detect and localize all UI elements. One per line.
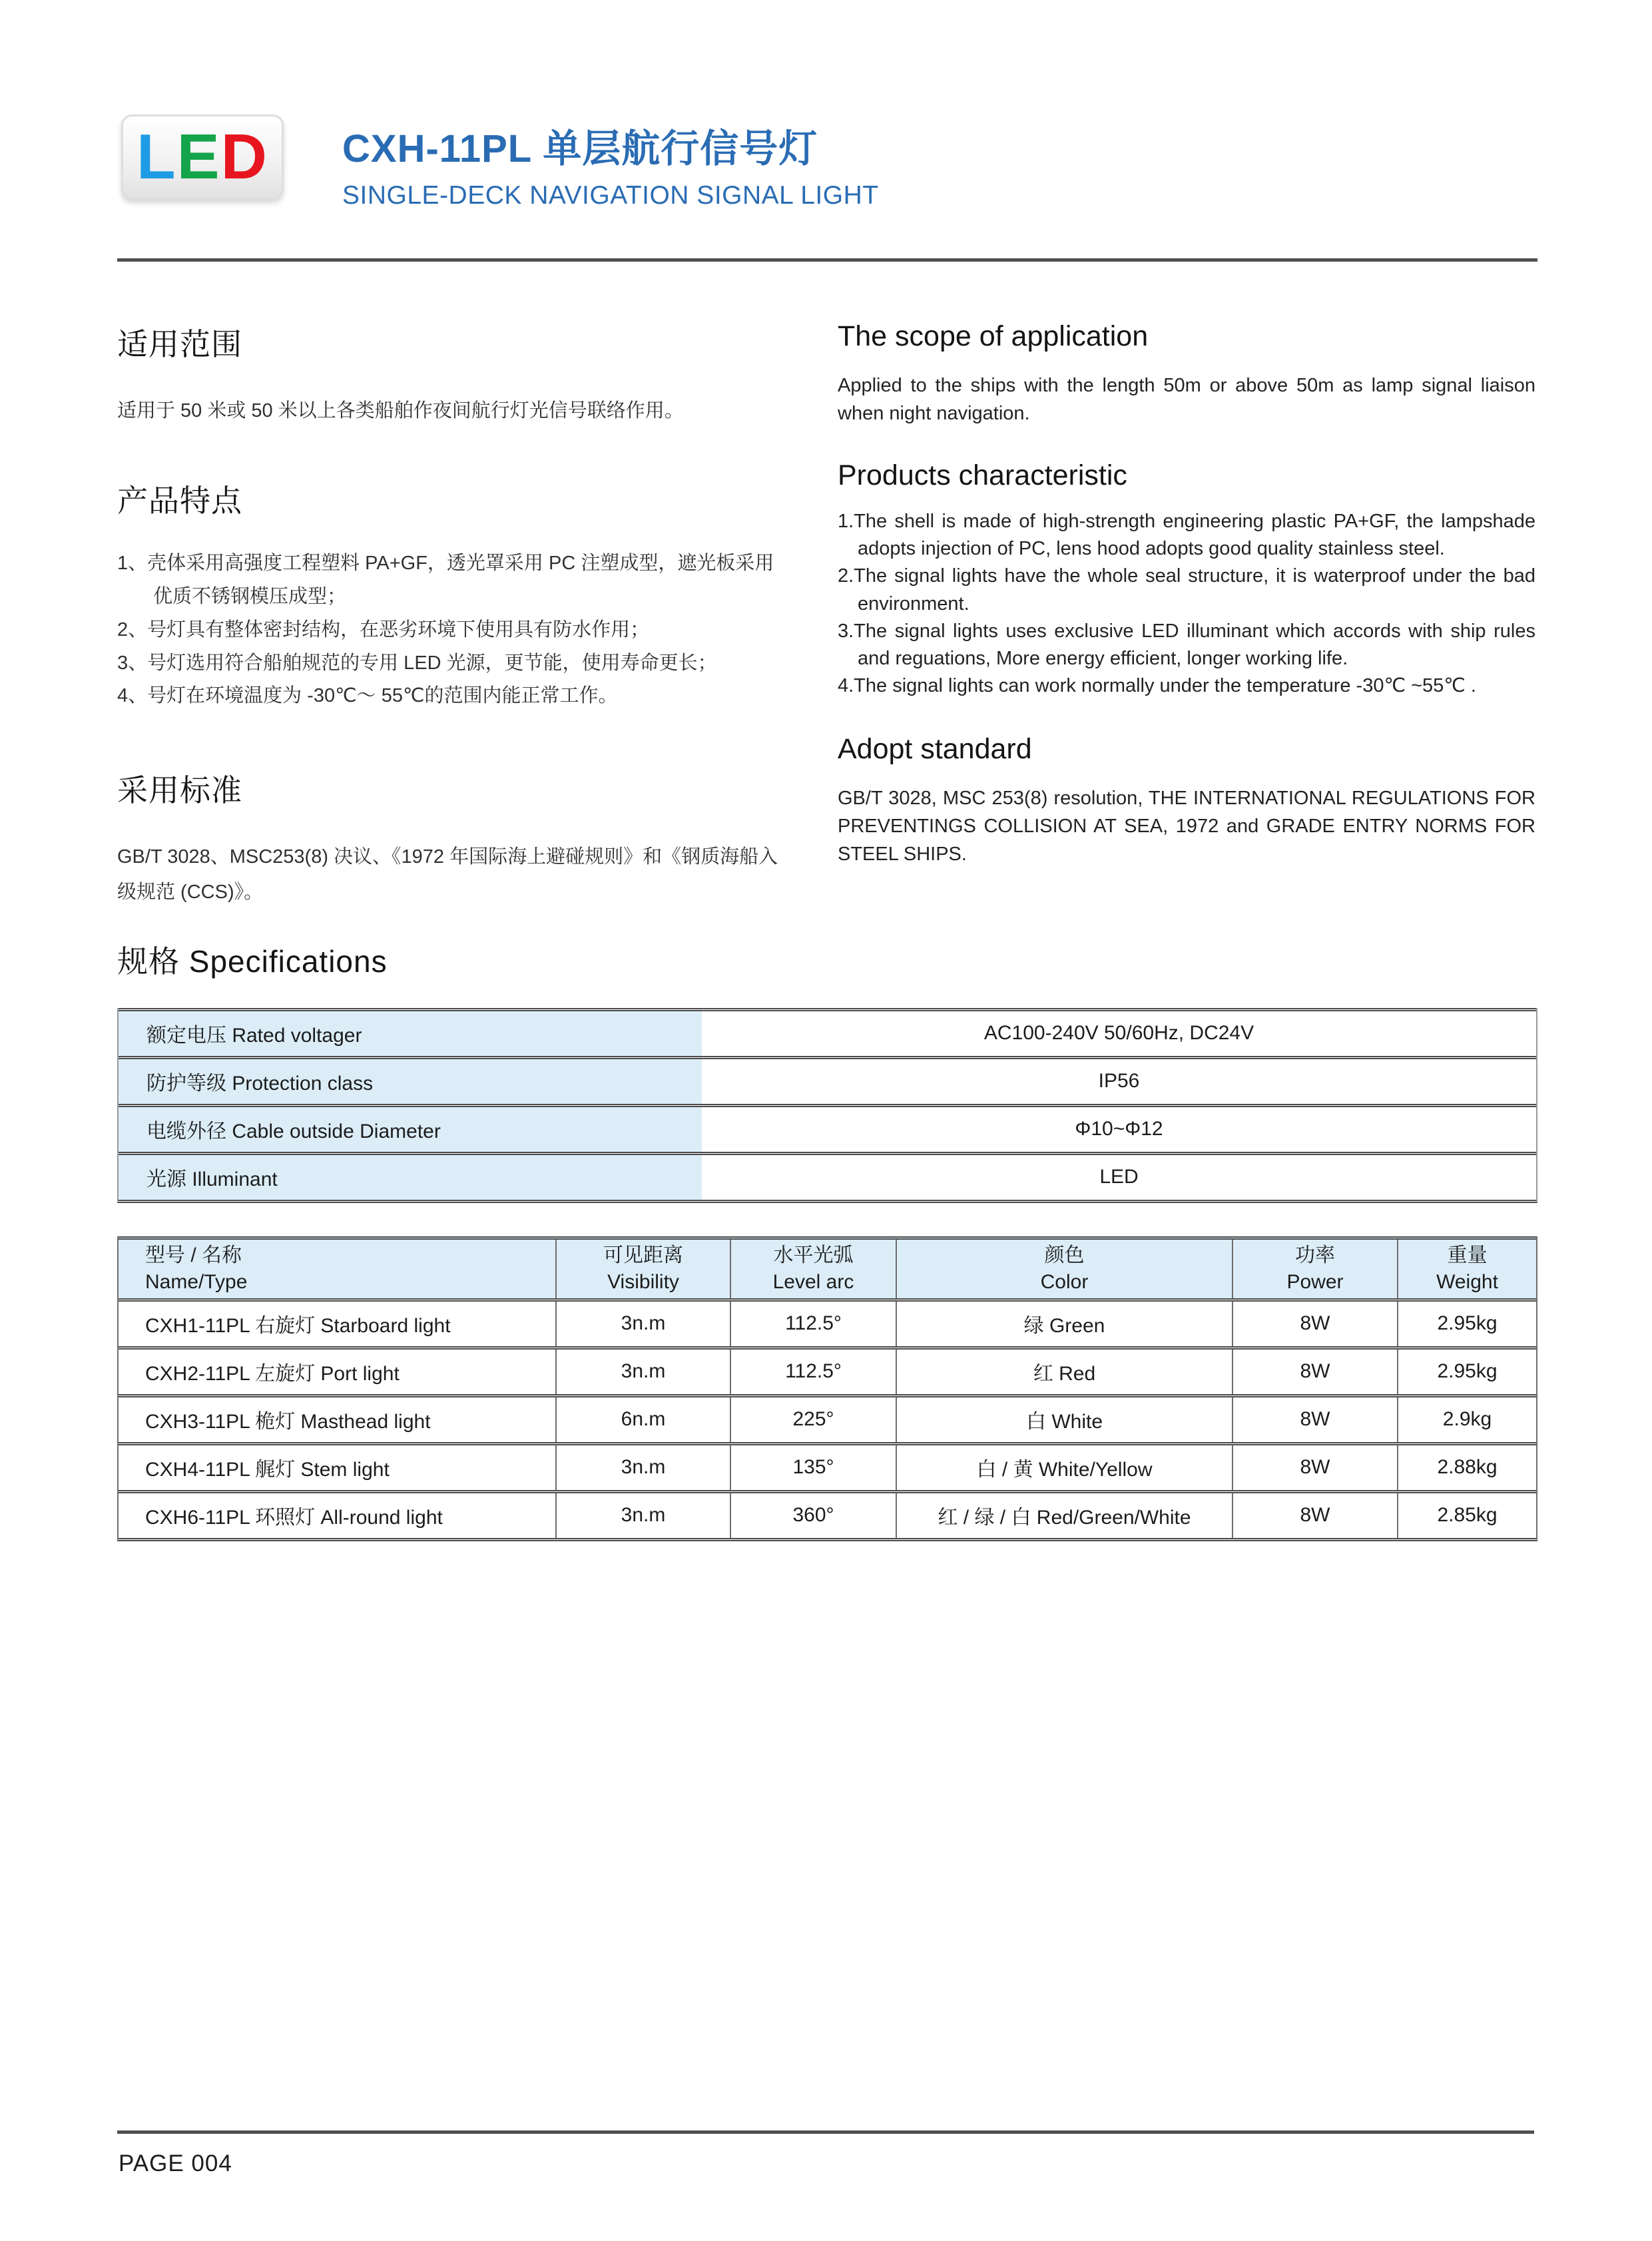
standard-body-zh: GB/T 3028、MSC253(8) 决议、《1972 年国际海上避碰规则》和《钢质海船入级规范 (CCS)》。 (117, 846, 778, 903)
spec-label-cell: 防护等级 Protection class (119, 1059, 702, 1104)
model-level-arc-cell: 135° (730, 1445, 896, 1490)
scope-body-zh: 适用于 50 米或 50 米以上各类船舶作夜间航行灯光信号联络作用。 (117, 400, 684, 421)
header-label-en: Visibility (607, 1270, 679, 1293)
spec-row (119, 1056, 1536, 1104)
model-color-cell: 红 / 绿 / 白 Red/Green/White (896, 1493, 1232, 1538)
header-label-en: Weight (1436, 1270, 1498, 1293)
feature-item-en: 4.The signal lights can work normally under the temperature -30℃ ~55℃ . (838, 675, 1476, 697)
page-title-en: SINGLE-DECK NAVIGATION SIGNAL LIGHT (342, 181, 879, 210)
spec-value-cell: LED (1099, 1166, 1139, 1188)
header-rule (117, 258, 1537, 262)
model-power-cell: 8W (1232, 1493, 1397, 1538)
scope-body-en: Applied to the ships with the length 50m or above 50m as lamp signal liaison when night navigation. (838, 375, 1535, 425)
header-label-en: Power (1286, 1270, 1344, 1293)
model-weight-cell: 2.95kg (1397, 1350, 1536, 1394)
header-cell-visibility (555, 1240, 730, 1298)
model-name-cell: CXH6-11PL 环照灯 All-round light (145, 1507, 443, 1529)
standard-body-en: GB/T 3028, MSC 253(8) resolution, THE INTERNATIONAL REGULATIONS FOR PREVENTINGS COLLISION AT SEA, 1972 and GRADE ENTRY NORMS FOR STEEL SHIPS. (838, 788, 1535, 866)
spec-row (119, 1104, 1536, 1152)
model-power-cell: 8W (1232, 1302, 1397, 1346)
features-list-en (838, 508, 1535, 700)
header-cell-power (1232, 1240, 1397, 1298)
model-level-arc-cell: 112.5° (730, 1302, 896, 1346)
header-cell-level-arc (730, 1240, 896, 1298)
model-weight-cell: 2.95kg (1397, 1302, 1536, 1346)
content-columns (117, 320, 1652, 909)
feature-item-en: 2.The signal lights have the whole seal structure, it is waterproof under the bad environment. (838, 565, 1535, 615)
model-row (119, 1394, 1536, 1442)
model-row (119, 1442, 1536, 1490)
header-label-en: Color (1040, 1270, 1089, 1293)
column-english (838, 320, 1535, 909)
model-color-cell: 绿 Green (896, 1302, 1232, 1346)
spec-row (119, 1008, 1536, 1056)
model-visibility-cell: 6n.m (555, 1397, 730, 1442)
scope-heading-en: The scope of application (838, 320, 1149, 352)
model-visibility-cell: 3n.m (555, 1445, 730, 1490)
model-color-cell: 白 White (896, 1397, 1232, 1442)
feature-item-zh: 1、壳体采用高强度工程塑料 PA+GF，透光罩采用 PC 注塑成型，遮光板采用优质不锈钢模压成型； (117, 552, 774, 607)
general-spec-table (117, 1008, 1537, 1203)
model-weight-cell: 2.85kg (1397, 1493, 1536, 1538)
feature-item-zh: 2、号灯具有整体密封结构，在恶劣环境下使用具有防水作用； (117, 619, 650, 640)
logo-letter-l: L (137, 121, 177, 192)
header-label-en: Level arc (772, 1270, 854, 1293)
standard-heading-en: Adopt standard (838, 733, 1032, 766)
model-color-cell: 红 Red (896, 1350, 1232, 1394)
header-label-zh: 可见距离 (603, 1244, 683, 1267)
model-visibility-cell: 3n.m (555, 1350, 730, 1394)
model-row (119, 1490, 1536, 1538)
header-cell-name-type (119, 1240, 555, 1298)
model-power-cell: 8W (1232, 1445, 1397, 1490)
model-visibility-cell: 3n.m (555, 1302, 730, 1346)
spec-value-cell: AC100-240V 50/60Hz, DC24V (983, 1022, 1254, 1045)
header-label-zh: 水平光弧 (773, 1244, 854, 1267)
spec-label-cell: 光源 Illuminant (119, 1155, 702, 1200)
column-chinese (117, 320, 783, 909)
spec-label-cell: 额定电压 Rated voltager (119, 1011, 702, 1056)
feature-item-zh: 3、号灯选用符合船舶规范的专用 LED 光源，更节能，使用寿命更长； (117, 652, 717, 674)
header-label-zh: 颜色 (1044, 1244, 1085, 1267)
header-label-en: Name/Type (145, 1270, 248, 1293)
features-list-zh (117, 547, 783, 713)
model-level-arc-cell: 360° (730, 1493, 896, 1538)
model-power-cell: 8W (1232, 1397, 1397, 1442)
model-name-cell: CXH2-11PL 左旋灯 Port light (145, 1363, 400, 1385)
spec-label-cell: 电缆外径 Cable outside Diameter (119, 1107, 702, 1152)
spec-value-cell: Φ10~Φ12 (1075, 1118, 1163, 1140)
model-visibility-cell: 3n.m (555, 1493, 730, 1538)
model-name-cell: CXH1-11PL 右旋灯 Starboard light (145, 1315, 451, 1338)
title-block (342, 115, 879, 210)
logo-letter-d: D (220, 121, 268, 192)
model-color-cell: 白 / 黄 White/Yellow (896, 1445, 1232, 1490)
header-cell-weight (1397, 1240, 1536, 1298)
models-header-row (119, 1236, 1536, 1298)
model-name-cell: CXH3-11PL 桅灯 Masthead light (145, 1411, 431, 1433)
feature-item-en: 1.The shell is made of high-strength engineering plastic PA+GF, the lampshade adopts injection of PC, lens hood adopts good quality stainless steel. (838, 511, 1535, 560)
header-label-zh: 重量 (1447, 1244, 1488, 1267)
standard-heading-zh: 采用标准 (117, 773, 242, 808)
footer-rule (117, 2130, 1534, 2134)
models-table (117, 1236, 1537, 1541)
page-number: PAGE 004 (119, 2150, 232, 2176)
scope-heading-zh: 适用范围 (117, 327, 242, 362)
features-heading-en: Products characteristic (838, 459, 1127, 492)
spec-row (119, 1152, 1536, 1200)
spec-value-cell: IP56 (1098, 1070, 1140, 1093)
page-title-zh: CXH-11PL 单层航行信号灯 (342, 127, 818, 170)
led-logo (121, 115, 284, 200)
model-row (119, 1298, 1536, 1346)
header-cell-color (896, 1240, 1232, 1298)
model-weight-cell: 2.88kg (1397, 1445, 1536, 1490)
logo-letter-e: E (176, 121, 221, 192)
model-power-cell: 8W (1232, 1350, 1397, 1394)
model-weight-cell: 2.9kg (1397, 1397, 1536, 1442)
model-level-arc-cell: 225° (730, 1397, 896, 1442)
features-heading-zh: 产品特点 (117, 483, 242, 518)
page-header (121, 115, 1532, 210)
feature-item-en: 3.The signal lights uses exclusive LED illuminant which accords with ship rules and reguations, More energy efficient, longer working life. (838, 620, 1535, 669)
feature-item-zh: 4、号灯在环境温度为 -30℃～ 55℃的范围内能正常工作。 (117, 685, 618, 707)
specifications-heading: 规格 Specifications (117, 943, 388, 979)
header-label-zh: 功率 (1295, 1244, 1335, 1267)
model-row (119, 1346, 1536, 1394)
header-label-zh: 型号 / 名称 (145, 1244, 242, 1267)
model-name-cell: CXH4-11PL 艉灯 Stem light (145, 1459, 390, 1481)
model-level-arc-cell: 112.5° (730, 1350, 896, 1394)
